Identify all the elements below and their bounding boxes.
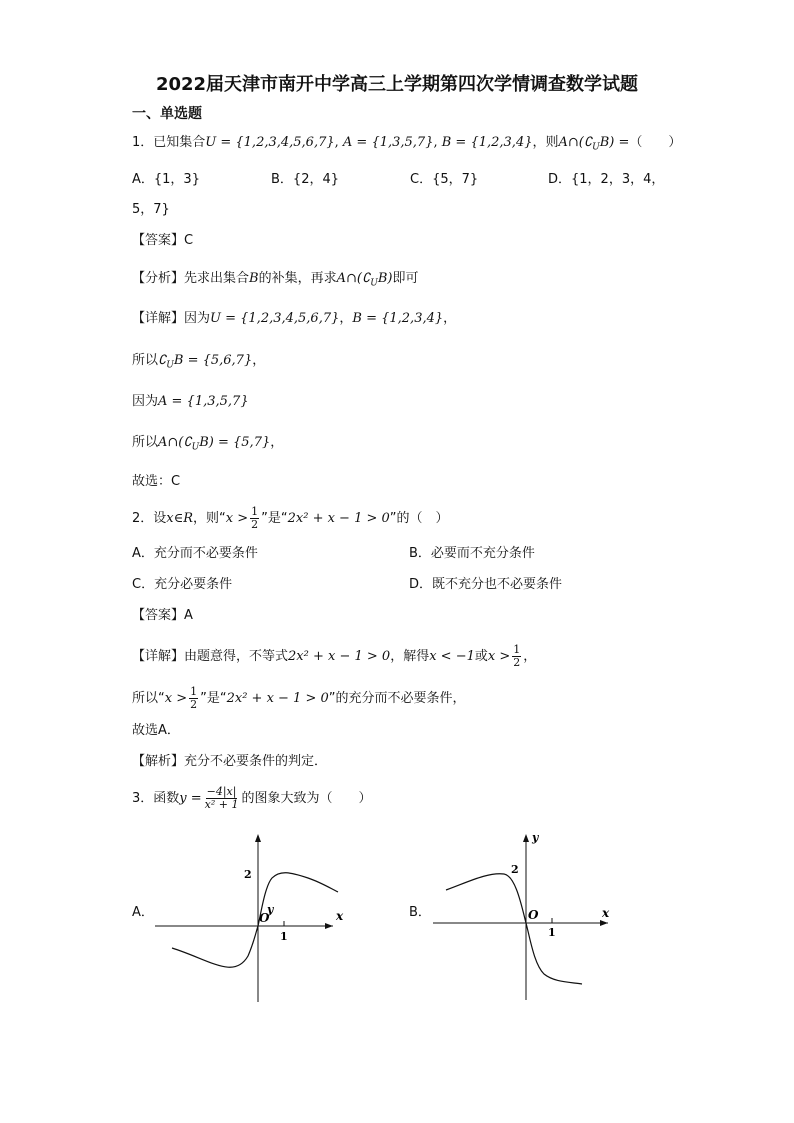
- x-axis-label: x: [602, 906, 610, 920]
- x-tick-label: 1: [548, 926, 556, 939]
- origin-label: O: [259, 911, 270, 925]
- q1-conclusion: 故选：C: [132, 474, 181, 489]
- q1-option-d-cont: 5，7}: [132, 202, 170, 217]
- frac-num: −4|x|: [206, 785, 237, 798]
- y-axis-arrow: [523, 834, 529, 842]
- q2-option-a: A．充分而不必要条件: [132, 546, 258, 561]
- q1-expr-end: B) =: [599, 135, 630, 150]
- q2-analysis: [132, 753, 327, 771]
- q1-detail-line4: [132, 434, 283, 457]
- q3-fraction: [204, 786, 240, 811]
- section-heading: 一、单选题: [132, 106, 202, 122]
- q3-text: 的图象大致为（ ）: [241, 791, 372, 806]
- detail-text: 所以“: [132, 691, 165, 706]
- q2-option-d: D．既不充分也不必要条件: [409, 577, 563, 592]
- y-tick-label: 2: [244, 868, 252, 881]
- origin-label: O: [528, 908, 539, 922]
- detail-expr: x >: [164, 691, 188, 706]
- frac-den: 2: [190, 698, 198, 711]
- x-tick-label: 1: [280, 930, 288, 943]
- detail-expr: B = {5,6,7}: [173, 353, 253, 368]
- analysis-text: 先求出集合: [184, 271, 250, 286]
- detail-text: 因为: [184, 311, 211, 326]
- detail-text: 所以: [132, 353, 159, 368]
- analysis-tag: 【解析】: [132, 754, 185, 769]
- analysis-var: B: [249, 271, 259, 286]
- detail-tag: 【详解】: [132, 649, 185, 664]
- fraction-half: [512, 644, 521, 669]
- q1-set-a: A = {1,3,5,7}: [342, 135, 434, 150]
- frac-den: 2: [251, 518, 259, 531]
- q1-expr: A∩(∁: [558, 135, 593, 150]
- detail-expr: 2x² + x − 1 > 0: [226, 691, 329, 706]
- q1-expr-sub: U: [592, 142, 600, 153]
- analysis-tag: 【分析】: [132, 271, 185, 286]
- q2-stem: [132, 506, 449, 531]
- detail-text: 由题意得，不等式: [184, 649, 289, 664]
- q1-stem-mid: ，则: [532, 135, 559, 150]
- detail-text: 或: [474, 649, 488, 664]
- y-tick-label: 2: [511, 863, 519, 876]
- detail-expr: B) = {5,7}: [199, 435, 271, 450]
- analysis-expr-sub: U: [370, 278, 378, 289]
- detail-text: 因为: [132, 394, 159, 409]
- q1-detail: [132, 310, 456, 328]
- q1-option-d: D．{1，2，3，4，: [548, 172, 665, 187]
- answer-value: A: [184, 608, 193, 623]
- detail-text: ，: [270, 435, 284, 450]
- x-axis-label: x: [336, 909, 344, 923]
- q3-option-a-label: A．: [132, 905, 154, 920]
- analysis-expr-end: B): [377, 271, 393, 286]
- analysis-text: 充分不必要条件的判定．: [184, 754, 328, 769]
- detail-expr: U = {1,2,3,4,5,6,7}: [210, 311, 340, 326]
- q2-text: ”是“: [261, 511, 288, 526]
- detail-text: 所以: [132, 435, 159, 450]
- q1-option-a: A．{1，3}: [132, 172, 200, 187]
- frac-num: 1: [251, 505, 259, 518]
- detail-expr: A∩(∁: [158, 435, 192, 450]
- y-axis-label: y: [532, 831, 539, 844]
- q1-detail-line3: [132, 393, 249, 411]
- q1-option-c: C．{5，7}: [410, 172, 479, 187]
- q1-analysis: [132, 270, 418, 293]
- function-curve: [446, 874, 582, 984]
- frac-num: 1: [190, 685, 198, 698]
- q1-detail-line2: [132, 352, 265, 375]
- detail-text: ，: [523, 649, 537, 664]
- q2-option-b: B．必要而不充分条件: [409, 546, 535, 561]
- fraction-half: [250, 506, 259, 531]
- q2-text: ，则“: [193, 511, 226, 526]
- q3-graph-a: [150, 828, 350, 1006]
- q1-set-u: U = {1,2,3,4,5,6,7}: [205, 135, 335, 150]
- q1-answer: [132, 232, 193, 250]
- q2-expr: x >: [225, 511, 249, 526]
- frac-den: x² + 1: [204, 798, 239, 811]
- detail-text: ，解得: [390, 649, 430, 664]
- detail-expr: x >: [487, 649, 511, 664]
- q1-option-b: B．{2，4}: [271, 172, 340, 187]
- q3-stem: [132, 786, 372, 811]
- q1-paren: （ ）: [629, 135, 682, 150]
- fraction-half: [189, 686, 198, 711]
- frac-den: 2: [513, 656, 521, 669]
- detail-text: ，: [339, 311, 353, 326]
- q2-detail: [132, 644, 536, 669]
- q2-answer: [132, 607, 193, 625]
- detail-expr-sub: U: [191, 442, 200, 453]
- x-axis-arrow: [325, 923, 333, 929]
- q2-expr: 2x² + x − 1 > 0: [287, 511, 390, 526]
- detail-expr: x < −1: [429, 649, 475, 664]
- q2-conclusion: 故选A．: [132, 723, 180, 738]
- detail-expr: A = {1,3,5,7}: [158, 394, 249, 409]
- q1-stem-pre: 1．已知集合: [132, 135, 206, 150]
- q2-detail-line2: [132, 686, 466, 711]
- y-axis-label: y: [267, 903, 274, 916]
- q3-graph-b: [428, 828, 618, 1006]
- q1-set-b: B = {1,2,3,4}: [441, 135, 533, 150]
- q3-expr: y =: [179, 791, 202, 806]
- analysis-expr: A∩(∁: [336, 271, 371, 286]
- detail-expr: 2x² + x − 1 > 0: [288, 649, 391, 664]
- answer-value: C: [184, 233, 194, 248]
- detail-tag: 【详解】: [132, 311, 185, 326]
- y-axis-arrow: [255, 834, 261, 842]
- x-axis-arrow: [600, 920, 608, 926]
- detail-expr: B = {1,2,3,4}: [352, 311, 444, 326]
- detail-text: ，: [252, 353, 266, 368]
- detail-expr: ∁: [158, 353, 167, 368]
- analysis-text: 即可: [392, 271, 419, 286]
- page-title: 2022届天津市南开中学高三上学期第四次学情调查数学试题: [155, 74, 639, 95]
- detail-text: ”的充分而不必要条件，: [328, 691, 466, 706]
- frac-num: 1: [513, 643, 521, 656]
- detail-text: ，: [443, 311, 457, 326]
- q3-option-b-label: B．: [409, 905, 431, 920]
- answer-tag: 【答案】: [132, 233, 185, 248]
- answer-tag: 【答案】: [132, 608, 185, 623]
- analysis-text: 的补集，再求: [258, 271, 337, 286]
- detail-expr-sub: U: [166, 360, 174, 371]
- q2-expr: x∈R: [166, 511, 194, 526]
- function-curve: [172, 873, 338, 968]
- detail-text: ”是“: [200, 691, 227, 706]
- q2-text: 2．设: [132, 511, 167, 526]
- q3-text: 3．函数: [132, 791, 180, 806]
- q2-text: ”的（ ）: [389, 511, 449, 526]
- q1-stem: 1．已知集合U = {1,2,3,4,5,6,7}, A = {1,3,5,7}, B = {1,2,3,4}，则$A\cap(∁_UB)$ =（ ）: [132, 135, 682, 153]
- q2-option-c: C．充分必要条件: [132, 577, 233, 592]
